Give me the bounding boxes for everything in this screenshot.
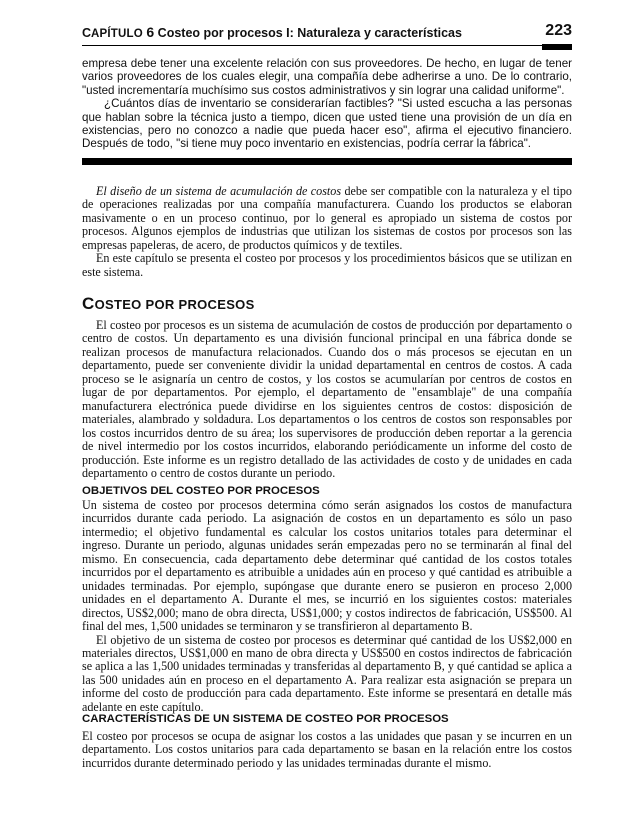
- heading-cap-first: C: [82, 294, 95, 313]
- section-caracteristicas-text: [82, 730, 572, 770]
- box-bottom-rule: [82, 158, 572, 165]
- header-rule: [82, 45, 542, 46]
- intro-paragraph: En este capítulo se presenta el costeo por procesos y los procedimientos básicos que se utilizan en este sistema.: [82, 251, 572, 279]
- intro-text: [82, 185, 572, 279]
- chapter-title-text: Costeo por procesos I: Naturaleza y características: [157, 26, 462, 40]
- intro-paragraph: [82, 185, 572, 252]
- running-header: [82, 23, 572, 41]
- intro-italic-term: El diseño de un sistema de acumulación de costos: [96, 184, 342, 198]
- body-paragraph: El objetivo de un sistema de costeo por procesos es determinar qué cantidad de los US$2,000 en materiales directos, US$1,000 en mano de obra directa y US$500 en costos indirectos de fabricación se aplica a las 1,500 unidades terminadas y transferidas al departamento B, y qué cantidad se aplica a las 500 unidades aún en proceso en el departamento A. Para realizar esta asignación se prepara un informe del costo de producción para cada departamento. Este informe se presentará en detalle más adelante en este capítulo.: [82, 632, 572, 714]
- heading-cap-rest: OSTEO POR PROCESOS: [94, 297, 255, 312]
- boxed-paragraph: empresa debe tener una excelente relación con sus proveedores. De hecho, en lugar de tener varios proveedores de los cuales elegir, una compañía debe adherirse a uno. De lo contrario, "usted incrementaría muchísimo sus costos administrativos y sin lograr una calidad uniforme".: [82, 57, 572, 97]
- boxed-paragraph: ¿Cuántos días de inventario se considerarían factibles? "Si usted escucha a las personas que hablan sobre la técnica justo a tiempo, dicen que usted tiene una provisión de un día en existencias, pero no conozco a nadie que pueda hacer eso", afirma el ejecutivo financiero. Después de todo, "si tiene muy poco inventario en existencias, podría cerrar la fábrica".: [82, 97, 572, 151]
- section-heading: [82, 294, 255, 314]
- chapter-number: 6: [146, 24, 155, 40]
- subsection-heading: OBJETIVOS DEL COSTEO POR PROCESOS: [82, 485, 320, 497]
- chapter-cap-first: C: [82, 26, 92, 40]
- body-paragraph: Un sistema de costeo por procesos determina cómo serán asignados los costos de manufactura incurridos durante cada periodo. La asignación de costos en un departamento es sólo un paso intermedio; el objetivo fundamental es calcular los costos unitarios totales para determinar el ingreso. Durante un periodo, algunas unidades serán empezadas pero no se terminarán al final del mismo. En consecuencia, cada departamento debe determinar qué cantidad de los costos totales incurridos por el departamento es atribuible a unidades aún en proceso y qué cantidad es atribuible a unidades terminadas. Por ejemplo, supóngase que durante enero se pusieron en proceso 2,000 unidades en el departamento A. Durante el mes, se incurrió en los siguientes costos: materiales directos, US$2,000; mano de obra directa, US$1,000; y costos indirectos de fabricación, US$500. Al final del mes, 1,500 unidades se terminaron y se transfirieron al departamento B.: [82, 498, 572, 634]
- section-costeo-text: [82, 319, 572, 480]
- intro-text-rest: debe ser compatible con la naturaleza y el tipo de operaciones realizadas por una compañía manufacturera. Cuando los productos se elaboran masivamente o en un proceso continuo, por lo general es apropiado un sistema de costos por procesos. Algunos ejemplos de industrias que utilizan los sistemas de costos por procesos son las empresas papeleras, de acero, de productos químicos y de textiles.: [82, 184, 572, 252]
- header-tab-mark: [542, 44, 572, 50]
- boxed-continuation: [82, 57, 572, 151]
- chapter-cap-rest: APÍTULO: [91, 28, 143, 40]
- chapter-title: [82, 24, 462, 40]
- body-paragraph: El costeo por procesos es un sistema de acumulación de costos de producción por departamento o centro de costos. Un departamento es una división funcional principal en una fábrica donde se realizan procesos de manufactura relacionados. Cuando dos o más procesos se ejecutan en un departamento, puede ser conveniente dividir la unidad departamental en centros de costos. A cada proceso se le asignaría un centro de costos, y los costos se acumularían por centros de costos en lugar de por departamentos. Por ejemplo, el departamento de "ensamblaje" de una compañía manufacturera electrónica puede dividirse en los siguientes centros de costos: disposición de materiales, alambrado y soldadura. Los departamentos o los centros de costos son responsables por los costos incurridos dentro de su área; los supervisores de producción deben reportar a la gerencia de nivel intermedio por los costos incurridos, elaborando periódicamente un informe del costo de producción. Este informe es un registro detallado de las actividades de costo y de unidades en cada departamento o centro de costos durante un periodo.: [82, 318, 572, 480]
- section-objetivos-text: [82, 499, 572, 714]
- subsection-heading: CARACTERÍSTICAS DE UN SISTEMA DE COSTEO POR PROCESOS: [82, 713, 449, 725]
- page-number: 223: [545, 22, 572, 39]
- body-paragraph: El costeo por procesos se ocupa de asignar los costos a las unidades que pasan y se incurren en un departamento. Los costos unitarios para cada departamento se basan en la relación entre los costos incurridos durante determinado periodo y las unidades terminadas durante el mismo.: [82, 729, 572, 770]
